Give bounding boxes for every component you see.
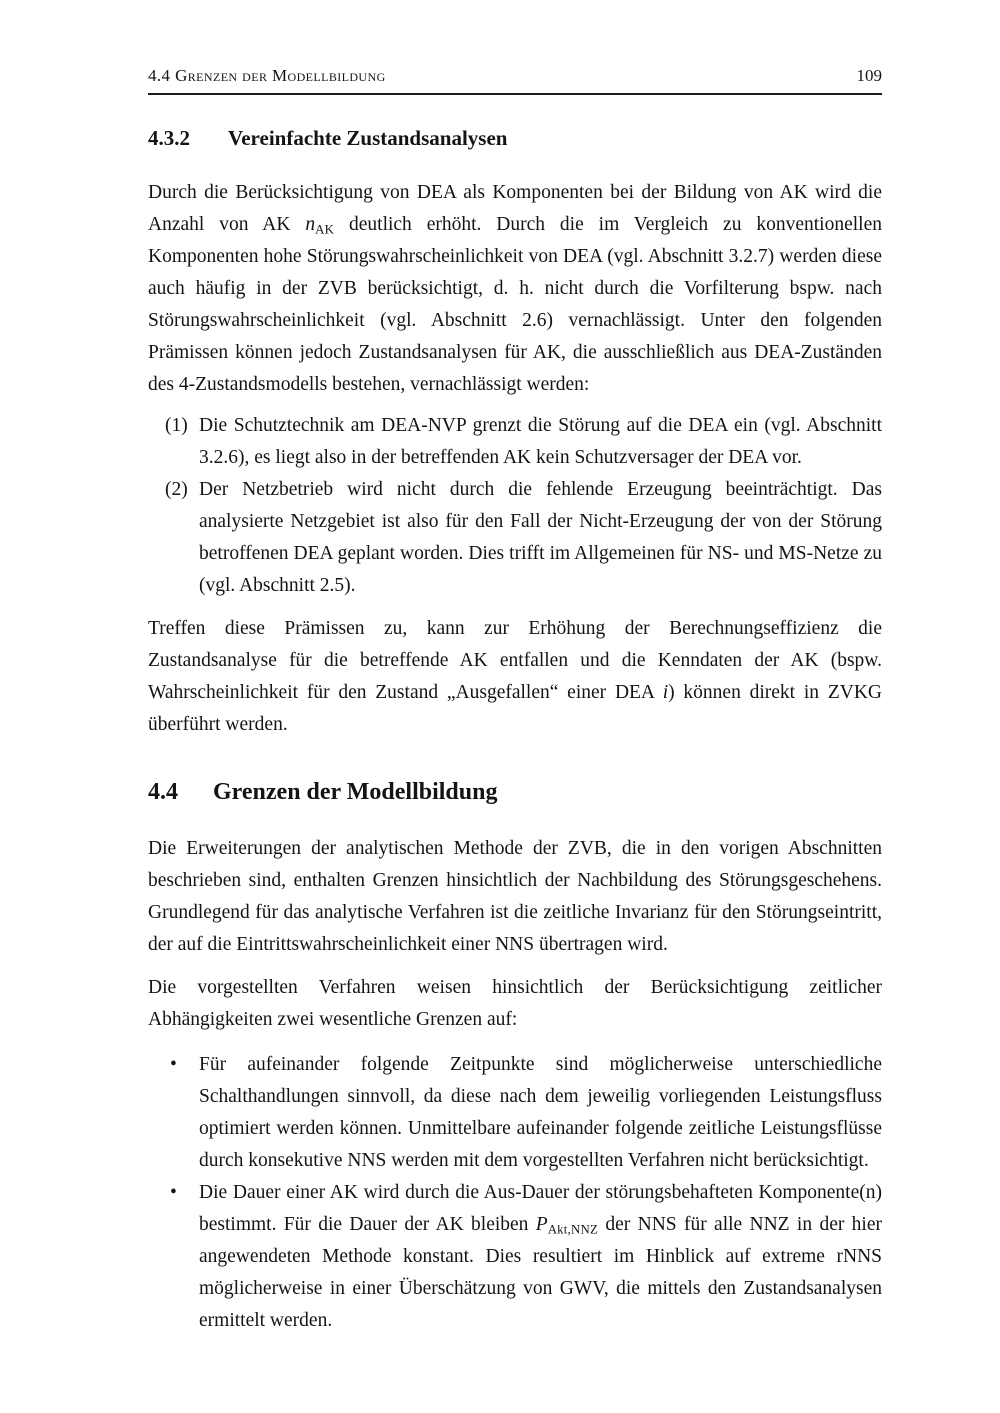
- math-sub-akt-nnz: Akt,NNZ: [547, 1222, 599, 1237]
- section-title: Grenzen der Modellbildung: [213, 779, 498, 805]
- paragraph-grenzen-intro: Die vorgestellten Verfahren weisen hinsichtlich der Berücksichtigung zeitlicher Abhängigkeiten zwei wesentliche Grenzen auf:: [148, 977, 882, 1030]
- math-var-i: i: [662, 682, 669, 703]
- numbered-list: [148, 410, 882, 602]
- paragraph-dea-beruecksichtigung: [148, 177, 882, 401]
- list-item-text: Für aufeinander folgende Zeitpunkte sind möglicherweise unterschiedliche Schalthandlungen sinnvoll, da diese nach dem jeweilig vorliegenden Leistungsfluss optimiert werden können. Unmittelbare aufeinander folgende zeitliche Leistungsflüsse durch konsekutive NNS werden mit dem vorgestellten Verfahren nicht berücksichtigt.: [199, 1054, 882, 1171]
- list-item-text: Die Schutztechnik am DEA-NVP grenzt die Störung auf die DEA ein (vgl. Abschnitt 3.2.6), es liegt also in der betreffenden AK kein Schutzversager der DEA vor.: [199, 415, 882, 468]
- list-item-number: (2): [165, 479, 188, 500]
- list-item: [148, 410, 882, 474]
- section-title: Vereinfachte Zustandsanalysen: [228, 126, 508, 150]
- list-item: [148, 1177, 882, 1337]
- section-heading-4-3-2: [148, 125, 882, 151]
- math-var-p: P: [535, 1214, 548, 1235]
- paragraph-praemissen: [148, 613, 882, 741]
- list-item: [148, 474, 882, 602]
- text-run: Die Dauer einer AK wird durch die Aus-Dauer der störungsbehafteten Komponente(n) bestimmt. Für die Dauer der AK bleiben: [199, 1182, 882, 1235]
- section-heading-4-4: [148, 777, 882, 807]
- running-header-section-title: 4.4 Grenzen der Modellbildung: [148, 66, 386, 85]
- math-sub-ak: AK: [315, 222, 335, 237]
- section-number: 4.4: [148, 779, 178, 805]
- bullet-icon: •: [170, 1054, 177, 1075]
- section-number: 4.3.2: [148, 126, 190, 150]
- list-item-text: Der Netzbetrieb wird nicht durch die fehlende Erzeugung beeinträchtigt. Das analysierte Netzgebiet ist also für den Fall der Nicht-Erzeugung der von der Störung betroffenen DEA geplant worden. Dies trifft im Allgemeinen für NS- und MS-Netze zu (vgl. Abschnitt 2.5).: [199, 479, 882, 596]
- running-header: [148, 66, 882, 95]
- text-run: Treffen diese Prämissen zu, kann zur Erhöhung der Berechnungseffizienz die Zustandsanalyse für die betreffende AK entfallen und die Kenndaten der AK (bspw. Wahrscheinlichkeit für den Zustand „Ausgefallen“ einer DEA: [148, 618, 882, 703]
- text-run: Durch die Berücksichtigung von DEA als Komponenten bei der Bildung von AK wird die Anzahl von AK: [148, 182, 882, 235]
- list-item: [148, 1049, 882, 1177]
- math-var-n: n: [305, 214, 316, 235]
- page-number: 109: [856, 66, 882, 85]
- list-item-number: (1): [165, 415, 188, 436]
- text-run: ) können direkt in ZVKG überführt werden.: [148, 682, 882, 735]
- list-item-text: [199, 1177, 882, 1337]
- text-run: deutlich erhöht. Durch die im Vergleich zu konventionellen Komponenten hohe Störungswahrscheinlichkeit von DEA (vgl. Abschnitt 3.2.7) werden diese auch häufig in der ZVB berücksichtigt, d. h. nicht durch die Vorfilterung bspw. nach Störungswahrscheinlichkeit (vgl. Abschnitt 2.6) vernachlässigt. Unter den folgenden Prämissen können jedoch Zustandsanalysen für AK, die ausschließlich aus DEA-Zuständen des 4-Zustandsmodells bestehen, vernachlässigt werden:: [148, 214, 882, 395]
- bullet-list: [148, 1049, 882, 1337]
- text-run: der NNS für alle NNZ in der hier angewendeten Methode konstant. Dies resultiert im Hinblick auf extreme rNNS möglicherweise in einer Überschätzung von GWV, die mittels den Zustandsanalysen ermittelt werden.: [199, 1214, 882, 1331]
- paragraph-erweiterungen: Die Erweiterungen der analytischen Methode der ZVB, die in den vorigen Abschnitten beschrieben sind, enthalten Grenzen hinsichtlich der Nachbildung des Störungsgeschehens. Grundlegend für das analytische Verfahren ist die zeitliche Invarianz für den Störungseintritt, der auf die Eintrittswahrscheinlichkeit einer NNS übertragen wird.: [148, 838, 882, 955]
- bullet-icon: •: [170, 1182, 177, 1203]
